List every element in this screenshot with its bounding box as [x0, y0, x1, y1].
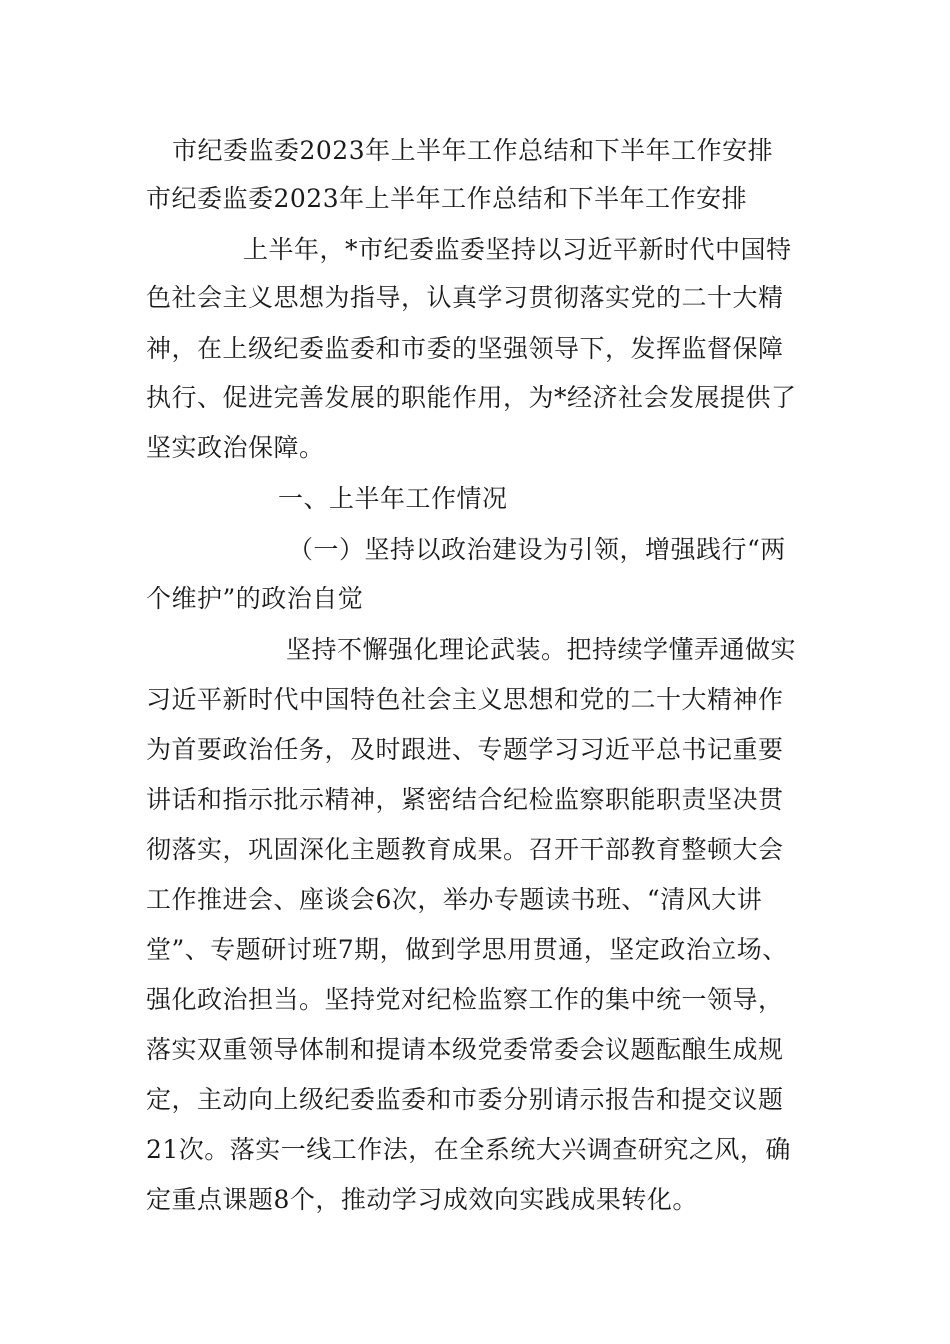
body-line: 习近平新时代中国特色社会主义思想和党的二十大精神作	[146, 685, 784, 714]
body-line: 工作推进会、座谈会6次，举办专题读书班、“清风大讲	[146, 885, 763, 914]
intro-line: 坚实政治保障。	[146, 433, 325, 462]
body-line: 讲话和指示批示精神，紧密结合纪检监察职能职责坚决贯	[146, 785, 784, 814]
body-line: 定重点课题8个，推动学习成效向实践成果转化。	[146, 1185, 698, 1214]
body-line: 为首要政治任务，及时跟进、专题学习习近平总书记重要	[146, 735, 784, 764]
subsection-heading: 个维护”的政治自觉	[146, 584, 364, 613]
body-line: 彻落实，巩固深化主题教育成果。召开干部教育整顿大会	[146, 835, 784, 864]
intro-line: 执行、促进完善发展的职能作用，为*经济社会发展提供了	[146, 383, 797, 412]
section-heading: 一、上半年工作情况	[278, 484, 508, 513]
body-line: 定，主动向上级纪委监委和市委分别请示报告和提交议题	[146, 1085, 784, 1114]
intro-line: 色社会主义思想为指导，认真学习贯彻落实党的二十大精	[146, 283, 784, 312]
document-title-repeat: 市纪委监委2023年上半年工作总结和下半年工作安排	[146, 184, 748, 213]
body-line: 强化政治担当。坚持党对纪检监察工作的集中统一领导，	[146, 985, 784, 1014]
body-line: 21次。落实一线工作法，在全系统大兴调查研究之风，确	[146, 1135, 791, 1164]
intro-line: 上半年，*市纪委监委坚持以习近平新时代中国特	[243, 235, 792, 264]
body-line: 堂”、专题研讨班7期，做到学思用贯通，坚定政治立场、	[146, 935, 788, 964]
body-line: 落实双重领导体制和提请本级党委常委会议题酝酿生成规	[146, 1035, 784, 1064]
document-title: 市纪委监委2023年上半年工作总结和下半年工作安排	[172, 136, 774, 165]
intro-line: 神，在上级纪委监委和市委的坚强领导下，发挥监督保障	[146, 334, 784, 363]
subsection-heading: （一）坚持以政治建设为引领，增强践行“两	[288, 535, 786, 564]
body-line: 坚持不懈强化理论武装。把持续学懂弄通做实	[286, 635, 797, 664]
